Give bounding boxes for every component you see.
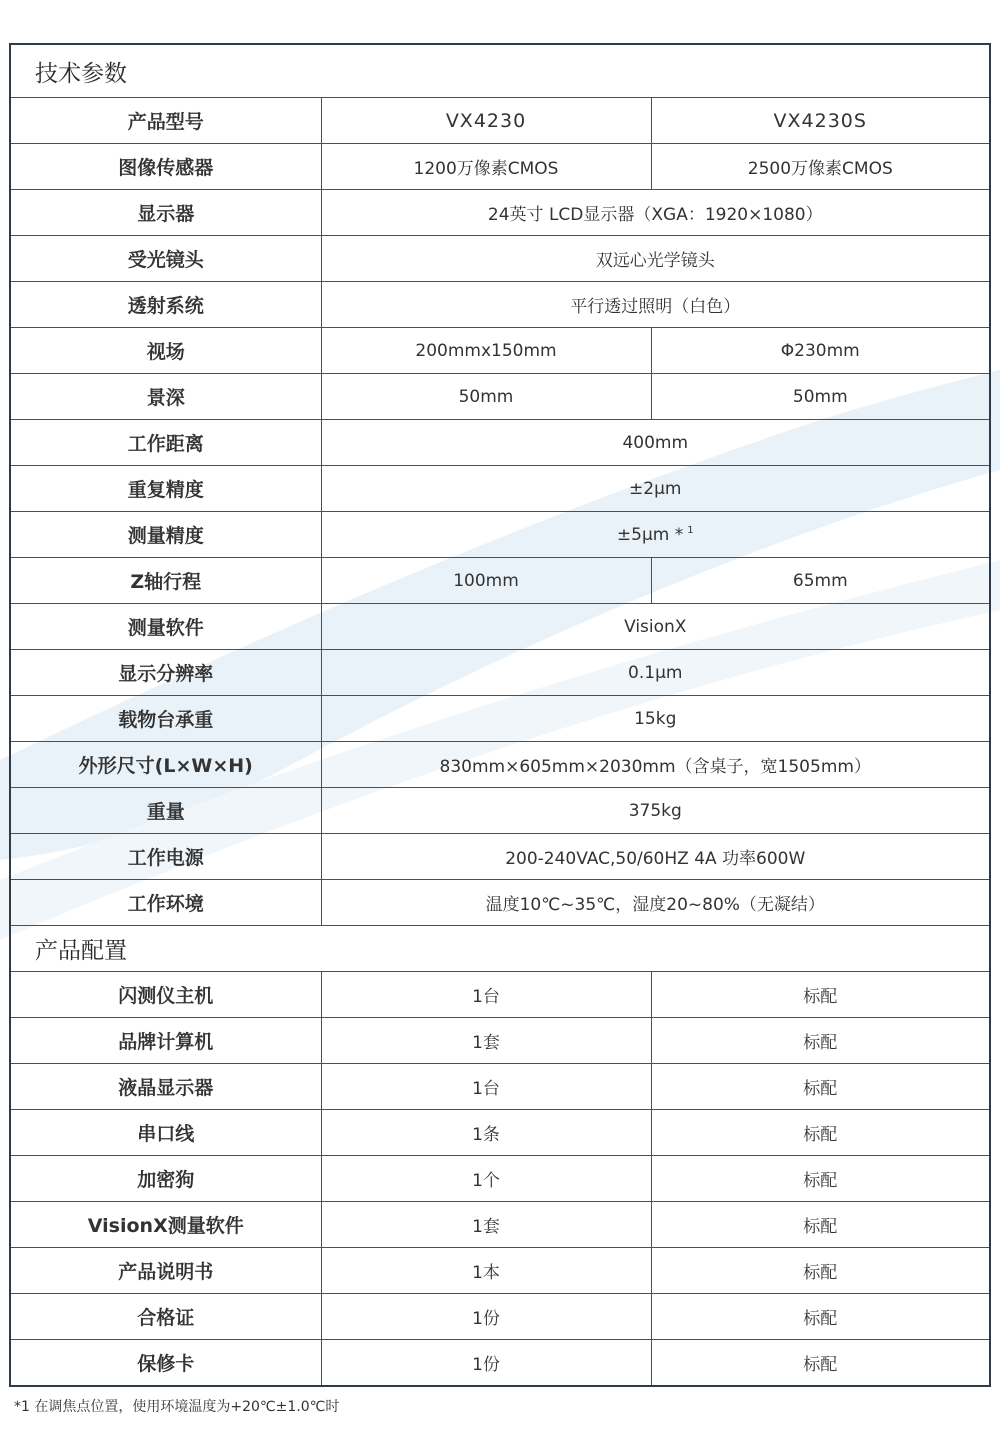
spec-value-text: 200-240VAC,50/60HZ 4A 功率600W bbox=[505, 849, 806, 869]
spec-row bbox=[10, 788, 990, 834]
config-qty: 1本 bbox=[321, 1248, 651, 1294]
spec-value-text: 0.1μm bbox=[628, 662, 683, 683]
spec-row bbox=[10, 742, 990, 788]
spec-row bbox=[10, 604, 990, 650]
spec-row bbox=[10, 144, 990, 190]
config-row bbox=[10, 1064, 990, 1110]
spec-value bbox=[321, 880, 990, 926]
spec-row bbox=[10, 650, 990, 696]
config-row bbox=[10, 1156, 990, 1202]
spec-label: Z轴行程 bbox=[10, 558, 321, 604]
spec-value-text: 15kg bbox=[634, 708, 677, 729]
config-status: 标配 bbox=[651, 1248, 990, 1294]
config-item: 品牌计算机 bbox=[10, 1018, 321, 1064]
spec-value-text: 温度10℃~35℃，湿度20~80%（无凝结） bbox=[485, 895, 825, 915]
config-row bbox=[10, 1110, 990, 1156]
config-status: 标配 bbox=[651, 1064, 990, 1110]
spec-value bbox=[321, 834, 990, 880]
spec-row bbox=[10, 282, 990, 328]
spec-value bbox=[321, 604, 990, 650]
spec-label: 测量精度 bbox=[10, 512, 321, 558]
config-qty: 1套 bbox=[321, 1018, 651, 1064]
spec-value-text: 375kg bbox=[628, 800, 682, 821]
config-section-title: 产品配置 bbox=[10, 926, 990, 972]
config-item: VisionX测量软件 bbox=[10, 1202, 321, 1248]
spec-row bbox=[10, 696, 990, 742]
spec-value-text: 平行透过照明（白色） bbox=[570, 297, 741, 317]
spec-label: 视场 bbox=[10, 328, 321, 374]
spec-value-text: 24英寸 LCD显示器（XGA：1920×1080） bbox=[487, 205, 823, 225]
model-row bbox=[10, 98, 990, 144]
spec-label: 显示分辨率 bbox=[10, 650, 321, 696]
spec-row bbox=[10, 466, 990, 512]
config-qty: 1台 bbox=[321, 972, 651, 1018]
config-section-header bbox=[10, 926, 990, 972]
spec-label: 测量软件 bbox=[10, 604, 321, 650]
spec-label: 工作环境 bbox=[10, 880, 321, 926]
config-row bbox=[10, 1340, 990, 1387]
footnote-marker: 1 bbox=[687, 524, 694, 536]
config-qty: 1份 bbox=[321, 1294, 651, 1340]
spec-value-a: 1200万像素CMOS bbox=[321, 144, 651, 190]
model-row-label: 产品型号 bbox=[10, 98, 321, 144]
spec-row bbox=[10, 190, 990, 236]
config-qty: 1套 bbox=[321, 1202, 651, 1248]
spec-value bbox=[321, 696, 990, 742]
spec-value-b: 2500万像素CMOS bbox=[651, 144, 990, 190]
spec-value bbox=[321, 742, 990, 788]
spec-row bbox=[10, 328, 990, 374]
spec-label: 重复精度 bbox=[10, 466, 321, 512]
spec-value-a: 100mm bbox=[321, 558, 651, 604]
config-row bbox=[10, 972, 990, 1018]
spec-row bbox=[10, 834, 990, 880]
config-qty: 1份 bbox=[321, 1340, 651, 1387]
spec-value bbox=[321, 420, 990, 466]
config-qty: 1个 bbox=[321, 1156, 651, 1202]
spec-value bbox=[321, 788, 990, 834]
config-item: 合格证 bbox=[10, 1294, 321, 1340]
spec-table bbox=[9, 43, 991, 1387]
spec-value bbox=[321, 190, 990, 236]
spec-value bbox=[321, 236, 990, 282]
spec-label: 载物台承重 bbox=[10, 696, 321, 742]
config-qty: 1台 bbox=[321, 1064, 651, 1110]
spec-value-text: 400mm bbox=[622, 432, 689, 453]
spec-value-a: 50mm bbox=[321, 374, 651, 420]
config-item: 液晶显示器 bbox=[10, 1064, 321, 1110]
config-row bbox=[10, 1018, 990, 1064]
footnote: *1 在调焦点位置，使用环境温度为+20℃±1.0℃时 bbox=[14, 1399, 340, 1415]
config-status: 标配 bbox=[651, 1340, 990, 1387]
config-status: 标配 bbox=[651, 1202, 990, 1248]
spec-label: 景深 bbox=[10, 374, 321, 420]
config-row bbox=[10, 1294, 990, 1340]
spec-row bbox=[10, 512, 990, 558]
spec-value-text: 830mm×605mm×2030mm（含桌子，宽1505mm） bbox=[439, 757, 871, 777]
config-item: 产品说明书 bbox=[10, 1248, 321, 1294]
config-row bbox=[10, 1202, 990, 1248]
spec-value bbox=[321, 650, 990, 696]
config-row bbox=[10, 1248, 990, 1294]
config-status: 标配 bbox=[651, 972, 990, 1018]
config-status: 标配 bbox=[651, 1156, 990, 1202]
spec-value-b: 50mm bbox=[651, 374, 990, 420]
spec-label: 工作距离 bbox=[10, 420, 321, 466]
spec-value-text: ±2μm bbox=[629, 478, 682, 499]
spec-row bbox=[10, 420, 990, 466]
spec-value-b: 65mm bbox=[651, 558, 990, 604]
config-item: 闪测仪主机 bbox=[10, 972, 321, 1018]
spec-value bbox=[321, 282, 990, 328]
spec-row bbox=[10, 236, 990, 282]
config-status: 标配 bbox=[651, 1110, 990, 1156]
spec-value-text: 双远心光学镜头 bbox=[595, 251, 715, 271]
tech-section-title: 技术参数 bbox=[10, 44, 990, 98]
spec-value-text: VisionX bbox=[624, 616, 687, 637]
spec-label: 显示器 bbox=[10, 190, 321, 236]
config-item: 加密狗 bbox=[10, 1156, 321, 1202]
spec-value bbox=[321, 466, 990, 512]
spec-value-a: 200mmx150mm bbox=[321, 328, 651, 374]
config-status: 标配 bbox=[651, 1018, 990, 1064]
config-qty: 1条 bbox=[321, 1110, 651, 1156]
spec-label: 工作电源 bbox=[10, 834, 321, 880]
tech-section-header bbox=[10, 44, 990, 98]
spec-label: 图像传感器 bbox=[10, 144, 321, 190]
spec-row bbox=[10, 558, 990, 604]
spec-label: 外形尺寸(L×W×H) bbox=[10, 742, 321, 788]
spec-row bbox=[10, 880, 990, 926]
spec-label: 透射系统 bbox=[10, 282, 321, 328]
spec-value-b: Φ230mm bbox=[651, 328, 990, 374]
config-status: 标配 bbox=[651, 1294, 990, 1340]
spec-value bbox=[321, 512, 990, 558]
config-item: 串口线 bbox=[10, 1110, 321, 1156]
model-a: VX4230 bbox=[321, 98, 651, 144]
spec-label: 受光镜头 bbox=[10, 236, 321, 282]
spec-value-text: ±5μm * bbox=[616, 524, 684, 545]
spec-label: 重量 bbox=[10, 788, 321, 834]
spec-row bbox=[10, 374, 990, 420]
config-item: 保修卡 bbox=[10, 1340, 321, 1387]
model-b: VX4230S bbox=[651, 98, 990, 144]
